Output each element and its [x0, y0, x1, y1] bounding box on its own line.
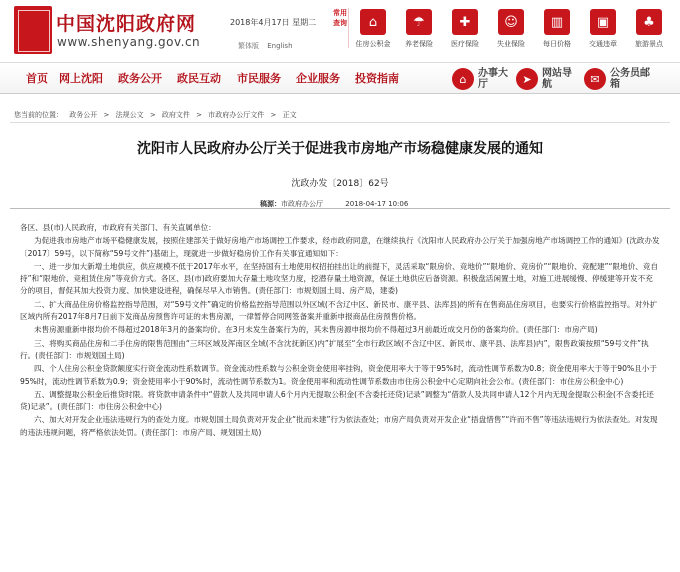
source-label: 稿源：市政府办公厅: [260, 200, 323, 208]
medical-icon: ✚: [452, 9, 478, 35]
site-name[interactable]: 中国沈阳政府网: [56, 13, 197, 35]
nav-government-affairs[interactable]: 政务公开: [118, 72, 162, 85]
nav-citizen-services[interactable]: 市民服务: [237, 72, 281, 85]
paragraph: 为促进我市房地产市场平稳健康发展，按照住建部关于做好房地产市场调控工作要求，经市政府同意，在继续执行《沈阳市人民政府办公厅关于加强房地产市场调控工作的通知》(沈政办发〔2017〕59号，以下简称“59号文件”)基础上，现就进一步做好稳房价工作有关事宜通知如下：: [20, 236, 660, 258]
nav-home[interactable]: 首页: [26, 72, 48, 85]
site-url: www.shenyang.gov.cn: [57, 35, 201, 49]
salutation: 各区、县(市)人民政府，市政府有关部门、有关直属单位：: [20, 223, 216, 232]
paragraph: 一、进一步加大新增土地供应，供应规模不低于2017年水平，在坚持国有土地使用权招拍挂出让的前提下，灵活采取“限房价、竞地价”“限地价、竞房价”“限地价、竞配建”“限地价、竞自持”和“限地价、竞租赁住房”等竞价方式。各区、县(市)政府要加大存量土地攻坚力度，挖潜存量土地资源，保证土地供应后备资源。积极盘活闲置土地，对施工进展缓慢、停缓建等开发不充分的项目，督促其加大投资力度、加快建设进程，确保尽早入市销售。(责任部门：市规划国土局、房产局，建委): [20, 261, 658, 296]
quick-link-tourism[interactable]: ♣ 旅游景点: [630, 9, 668, 49]
breadcrumb-office-documents[interactable]: 市政府办公厅文件: [208, 111, 265, 119]
document-body: [20, 222, 660, 440]
site-header: [0, 0, 680, 62]
price-icon: ▥: [544, 9, 570, 35]
quick-link-traffic[interactable]: ▣ 交通违章: [584, 9, 622, 49]
language-switch: [238, 41, 299, 51]
nav-online-shenyang[interactable]: 网上沈阳: [59, 72, 103, 85]
paragraph: 未售房源重新申报均价不得超过2018年3月的备案均价。在3月未发生备案行为的，其未售房源申报均价不得超过3月前最近成交月份的备案均价。(责任部门：市房产局): [34, 325, 598, 335]
site-logo[interactable]: [14, 6, 52, 54]
common-query-label: 常用查询: [332, 8, 349, 48]
pension-icon: ☂: [406, 9, 432, 35]
main-nav: [0, 62, 680, 94]
breadcrumb-gov-documents[interactable]: 政府文件: [161, 111, 190, 119]
quick-link-daily-price[interactable]: ▥ 每日价格: [538, 9, 576, 49]
paragraph: 五、调整提取公积金后推贷时限。将贷款申请条件中“借款人及共同申请人6个月内无提取公积金(不含委托还贷)记录”调整为“借款人及共同申请人12个月内无现金提取公积金(不含委托还贷)记录”。(责任部门：市住房公积金中心): [20, 389, 654, 412]
quick-link-unemployment[interactable]: ☺ 失业保险: [492, 9, 530, 49]
traditional-chinese-link[interactable]: 繁体版: [238, 42, 259, 50]
site-nav-icon: ➤: [516, 68, 538, 90]
house-icon: ⌂: [360, 9, 386, 35]
nav-investment-guide[interactable]: 投资指南: [355, 72, 399, 85]
breadcrumb-gov-affairs[interactable]: 政务公开: [69, 111, 98, 119]
quick-link-medical[interactable]: ✚ 医疗保险: [446, 9, 484, 49]
breadcrumb-regulations[interactable]: 法规公文: [115, 111, 144, 119]
breadcrumb-current: 正文: [282, 111, 297, 119]
paragraph: 二、扩大商品住房价格监控指导范围，对“59号文件”确定的价格监控指导范围以外区域(不含辽中区、新民市、康平县、法库县)的所有在售商品住房项目，也要实行价格监控指导。对外扩区域内所有2017年8月7日前下发商品房预售许可证的未售房源，一律暂停合同网签备案并重新申报商品住房预售价格。: [20, 299, 658, 322]
document-number: 沈政办发〔2018〕62号: [291, 179, 389, 189]
traffic-icon: ▣: [590, 9, 616, 35]
breadcrumb-label: 您当前的位置：: [14, 111, 63, 119]
divider: [10, 208, 670, 209]
mail-icon: ✉: [584, 68, 606, 90]
breadcrumb: 您当前的位置： 政务公开 > 法规公文 > 政府文件 > 市政府办公厅文件 > 正文: [14, 111, 297, 119]
unemployment-icon: ☺: [498, 9, 524, 35]
current-date: 2018年4月17日 星期二: [230, 18, 317, 27]
quick-link-pension[interactable]: ☂ 养老保险: [400, 9, 438, 49]
nav-interaction[interactable]: 政民互动: [177, 72, 221, 85]
paragraph: 四、个人住房公积金贷款额度实行资金流动性系数调节。资金流动性系数与公积金资金使用率挂钩，资金使用率大于等于95%时，流动性调节系数为0.8；资金使用率大于等于90%且小于95%时，流动性调节系数为0.9；资金使用率小于90%时，流动性调节系数为1。资金使用率和流动性调节系数由市住房公积金中心定期向社会公布。(责任部门：市住房公积金中心): [20, 364, 657, 386]
quick-link-housing-fund[interactable]: ⌂ 住房公积金: [354, 9, 392, 49]
english-link[interactable]: English: [267, 42, 293, 50]
tourism-icon: ♣: [636, 9, 662, 35]
paragraph: 三、将购买商品住房和二手住房的限售范围由“三环区域及浑南区全域(不含沈抚新区)内”扩展至“全市行政区域(不含辽中区、新民市、康平县、法库县)内”，限售政策按照“59号文件”执行。(责任部门：市规划国土局): [20, 338, 649, 360]
site-navigation-link[interactable]: ➤ 网站导航: [516, 67, 572, 91]
publish-date: 2018-04-17 10:06: [345, 200, 409, 208]
divider: [10, 122, 670, 123]
document-title: 沈阳市人民政府办公厅关于促进我市房地产市场稳健康发展的通知: [137, 141, 543, 157]
nav-enterprise-services[interactable]: 企业服务: [296, 72, 340, 85]
paragraph: 六、加大对开发企业违法违规行为的查处力度。市规划国土局负责对开发企业“批而未建”行为依法查处；市房产局负责对开发企业“捂盘惜售”“许而不售”等违法违规行为依法查处。对发现的违法违规问题，将严格依法处罚。(责任部门：市房产局、规划国土局): [20, 415, 658, 437]
official-mail-link[interactable]: ✉ 公务员邮箱: [584, 67, 650, 91]
service-hall-link[interactable]: ⌂ 办事大厅: [452, 67, 508, 91]
hall-icon: ⌂: [452, 68, 474, 90]
